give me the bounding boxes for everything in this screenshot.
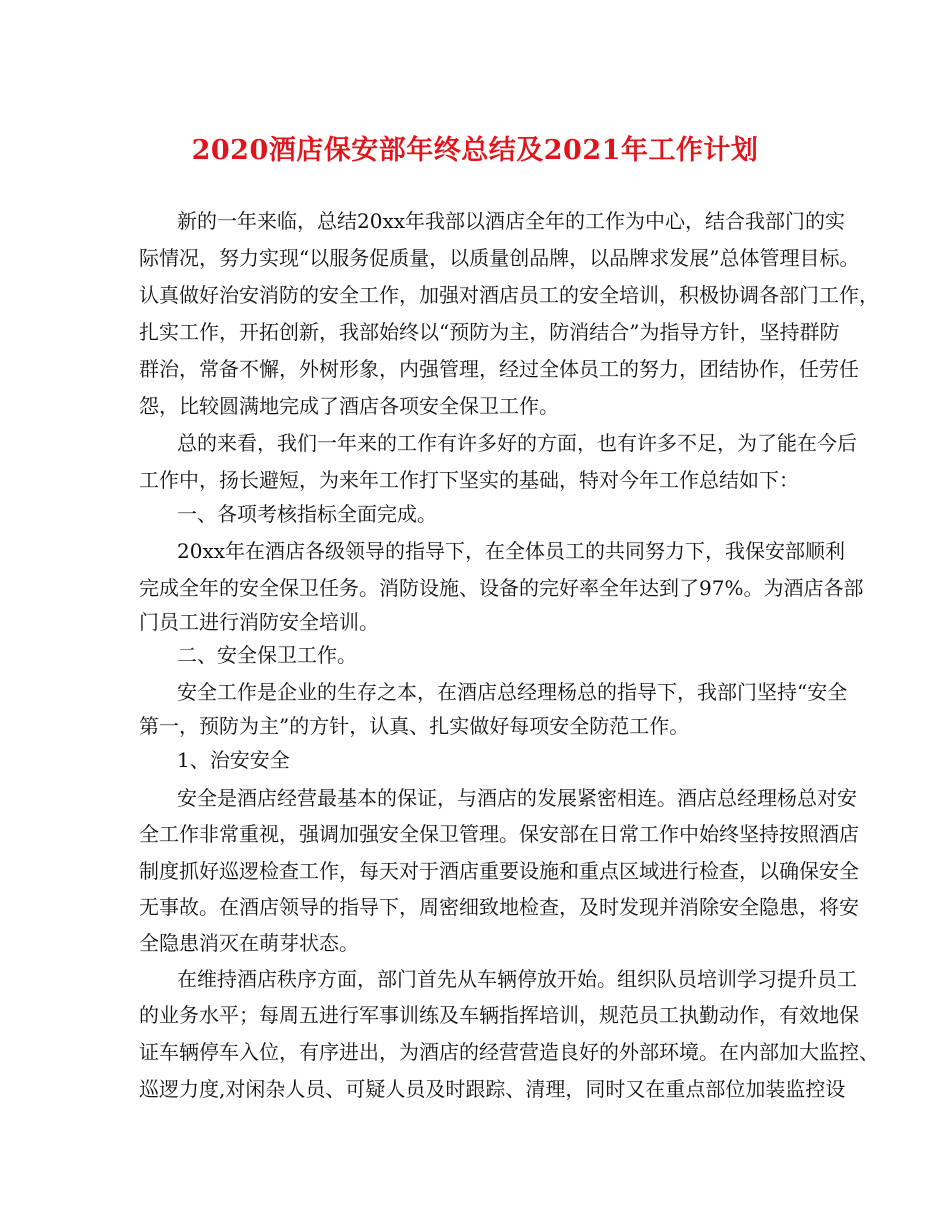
text-line: 怨，比较圆满地完成了酒店各项安全保卫工作。 — [139, 394, 559, 418]
text-line: 门员工进行消防安全培训。 — [139, 610, 379, 634]
text-line: 总的来看，我们一年来的工作有许多好的方面，也有许多不足，为了能在今后 — [177, 431, 857, 455]
text-line: 无事故。在酒店领导的指导下，周密细致地检查，及时发现并消除安全隐患，将安 — [139, 895, 859, 919]
section-heading: 二、安全保卫工作。 — [177, 643, 357, 667]
text-line: 第一，预防为主”的方针，认真、扎实做好每项安全防范工作。 — [139, 714, 690, 738]
text-line: 安全工作是企业的生存之本，在酒店总经理杨总的指导下，我部门坚持“安全 — [177, 680, 848, 704]
text-line: 扎实工作，开拓创新，我部始终以“预防为主，防消结合”为指导方针，坚持群防 — [139, 320, 840, 344]
document-title: 2020酒店保安部年终总结及2021年工作计划 — [191, 135, 759, 166]
text-line: 巡逻力度,对闲杂人员、可疑人员及时跟踪、清理，同时又在重点部位加装监控设 — [139, 1077, 846, 1101]
text-line: 际情况，努力实现“以服务促质量，以质量创品牌，以品牌求发展”总体管理目标。 — [139, 246, 860, 270]
subsection-heading: 1、治安安全 — [177, 748, 290, 772]
text-line: 的业务水平；每周五进行军事训练及车辆指挥培训，规范员工执勤动作，有效地保 — [139, 1003, 859, 1027]
text-line: 安全是酒店经营最基本的保证，与酒店的发展紧密相连。酒店总经理杨总对安 — [177, 786, 857, 810]
text-line: 群治，常备不懈，外树形象，内强管理，经过全体员工的努力，团结协作，任劳任 — [139, 357, 859, 381]
text-line: 在维持酒店秩序方面，部门首先从车辆停放开始。组织队员培训学习提升员工 — [177, 967, 857, 991]
text-line: 制度抓好巡逻检查工作，每天对于酒店重要设施和重点区域进行检查，以确保安全 — [139, 859, 859, 883]
text-line: 工作中，扬长避短，为来年工作打下坚实的基础，特对今年工作总结如下： — [139, 468, 799, 492]
text-line: 全隐患消灭在萌芽状态。 — [139, 931, 359, 955]
text-line: 新的一年来临，总结20xx年我部以酒店全年的工作为中心，结合我部门的实 — [177, 209, 846, 233]
text-line: 证车辆停车入位，有序进出，为酒店的经营营造良好的外部环境。在内部加大监控、 — [139, 1040, 879, 1064]
text-line: 认真做好治安消防的安全工作，加强对酒店员工的安全培训，积极协调各部门工作， — [139, 283, 879, 307]
text-line: 完成全年的安全保卫任务。消防设施、设备的完好率全年达到了97%。为酒店各部 — [139, 576, 864, 600]
text-line: 全工作非常重视，强调加强安全保卫管理。保安部在日常工作中始终坚持按照酒店 — [139, 822, 859, 846]
text-line: 20xx年在酒店各级领导的指导下，在全体员工的共同努力下，我保安部顺利 — [177, 539, 846, 563]
section-heading: 一、各项考核指标全面完成。 — [177, 502, 437, 526]
